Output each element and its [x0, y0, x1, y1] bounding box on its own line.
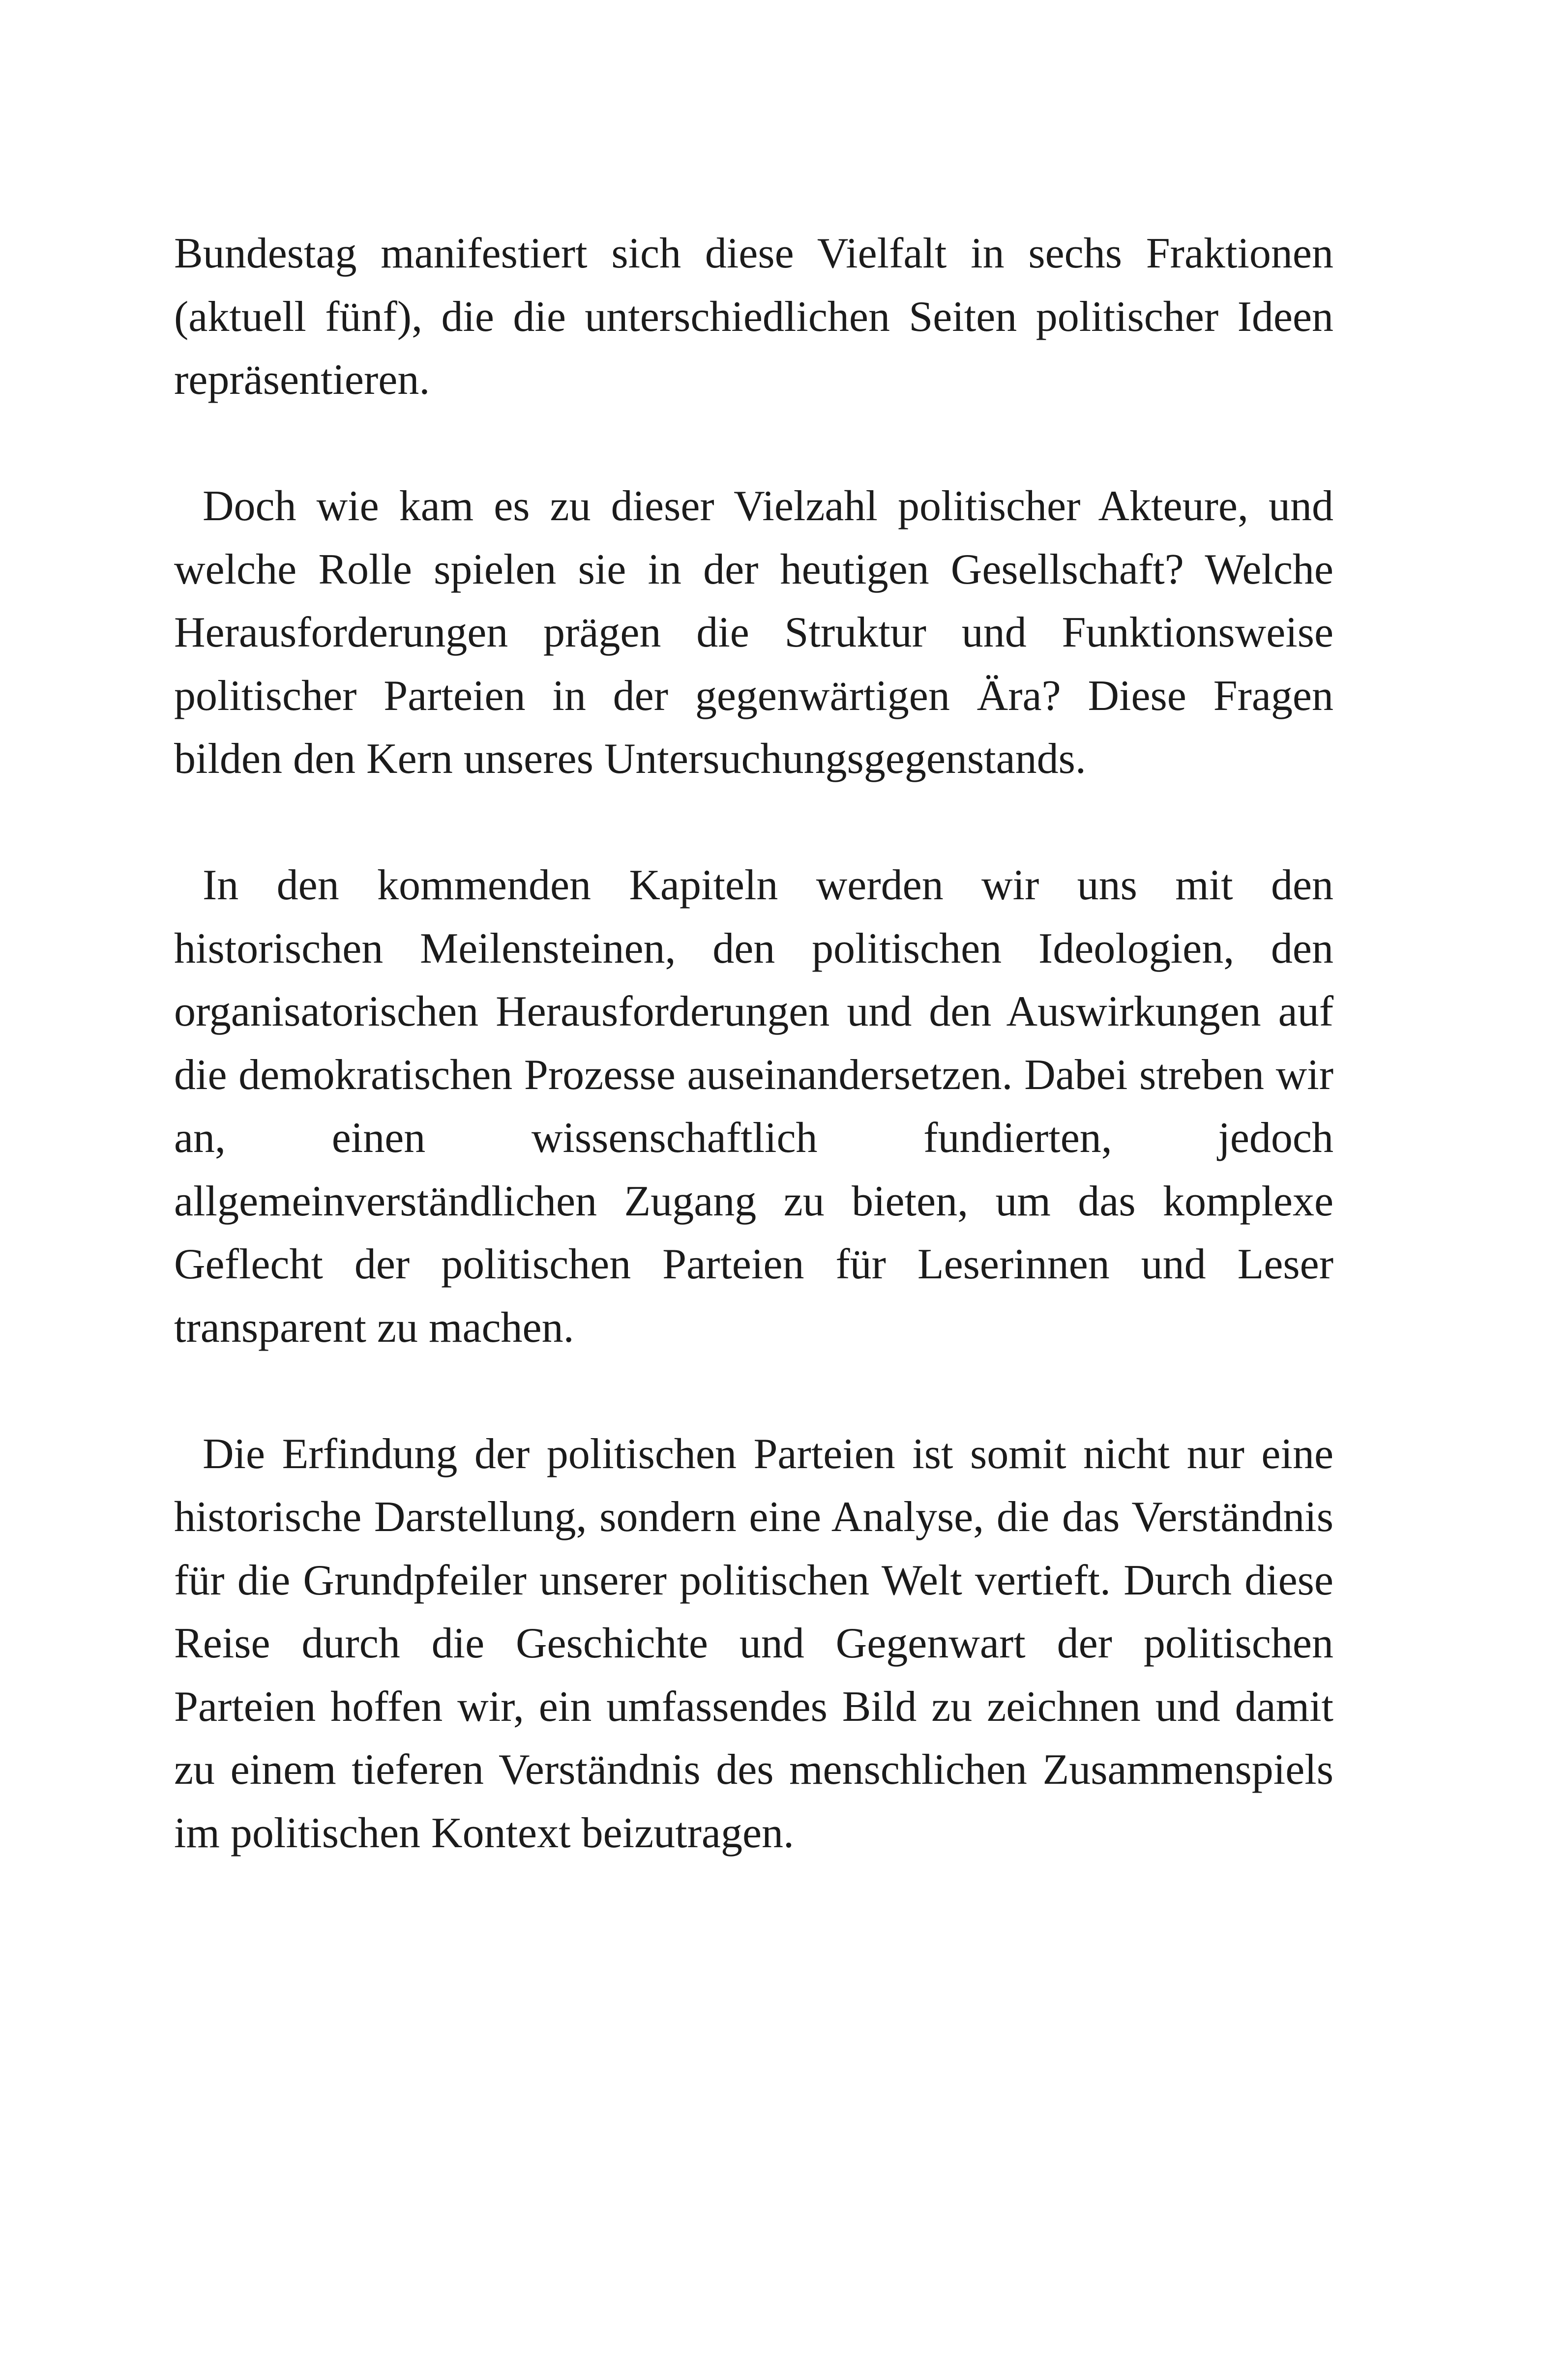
paragraph-1: Bundestag manifestiert sich diese Vielfalt in sechs Fraktionen (aktuell fünf), die die unterschiedlichen Seiten politischer Ideen repräsentieren.: [174, 230, 1333, 404]
paragraph-3: In den kommenden Kapiteln werden wir uns mit den historischen Meilensteinen, den politischen Ideologien, den organisatorischen Herausforderungen und den Auswirkungen auf die demokratischen Prozesse auseinandersetzen. Dabei streben wir an, einen wissenschaftlich fundierten, jedoch allgemeinverständlichen Zugang zu bieten, um das komplexe Geflecht der politischen Parteien für Leserinnen und Leser transparent zu machen.: [174, 861, 1333, 1352]
paragraph-4: Die Erfindung der politischen Parteien ist somit nicht nur eine historische Darstellung, sondern eine Analyse, die das Verständnis für die Grundpfeiler unserer politischen Welt vertieft. Durch diese Reise durch die Geschichte und Gegenwart der politischen Parteien hoffen wir, ein umfassendes Bild zu zeichnen und damit zu einem tieferen Verständnis des menschlichen Zusammenspiels im politischen Kontext beizutragen.: [174, 1430, 1333, 1857]
body-text: [174, 222, 1333, 1865]
paragraph-2: Doch wie kam es zu dieser Vielzahl politischer Akteure, und welche Rolle spielen sie in der heutigen Gesellschaft? Welche Herausforderungen prägen die Struktur und Funktionsweise politischer Parteien in der gegenwärtigen Ära? Diese Fragen bilden den Kern unseres Untersuchungsgegenstands.: [174, 482, 1333, 783]
